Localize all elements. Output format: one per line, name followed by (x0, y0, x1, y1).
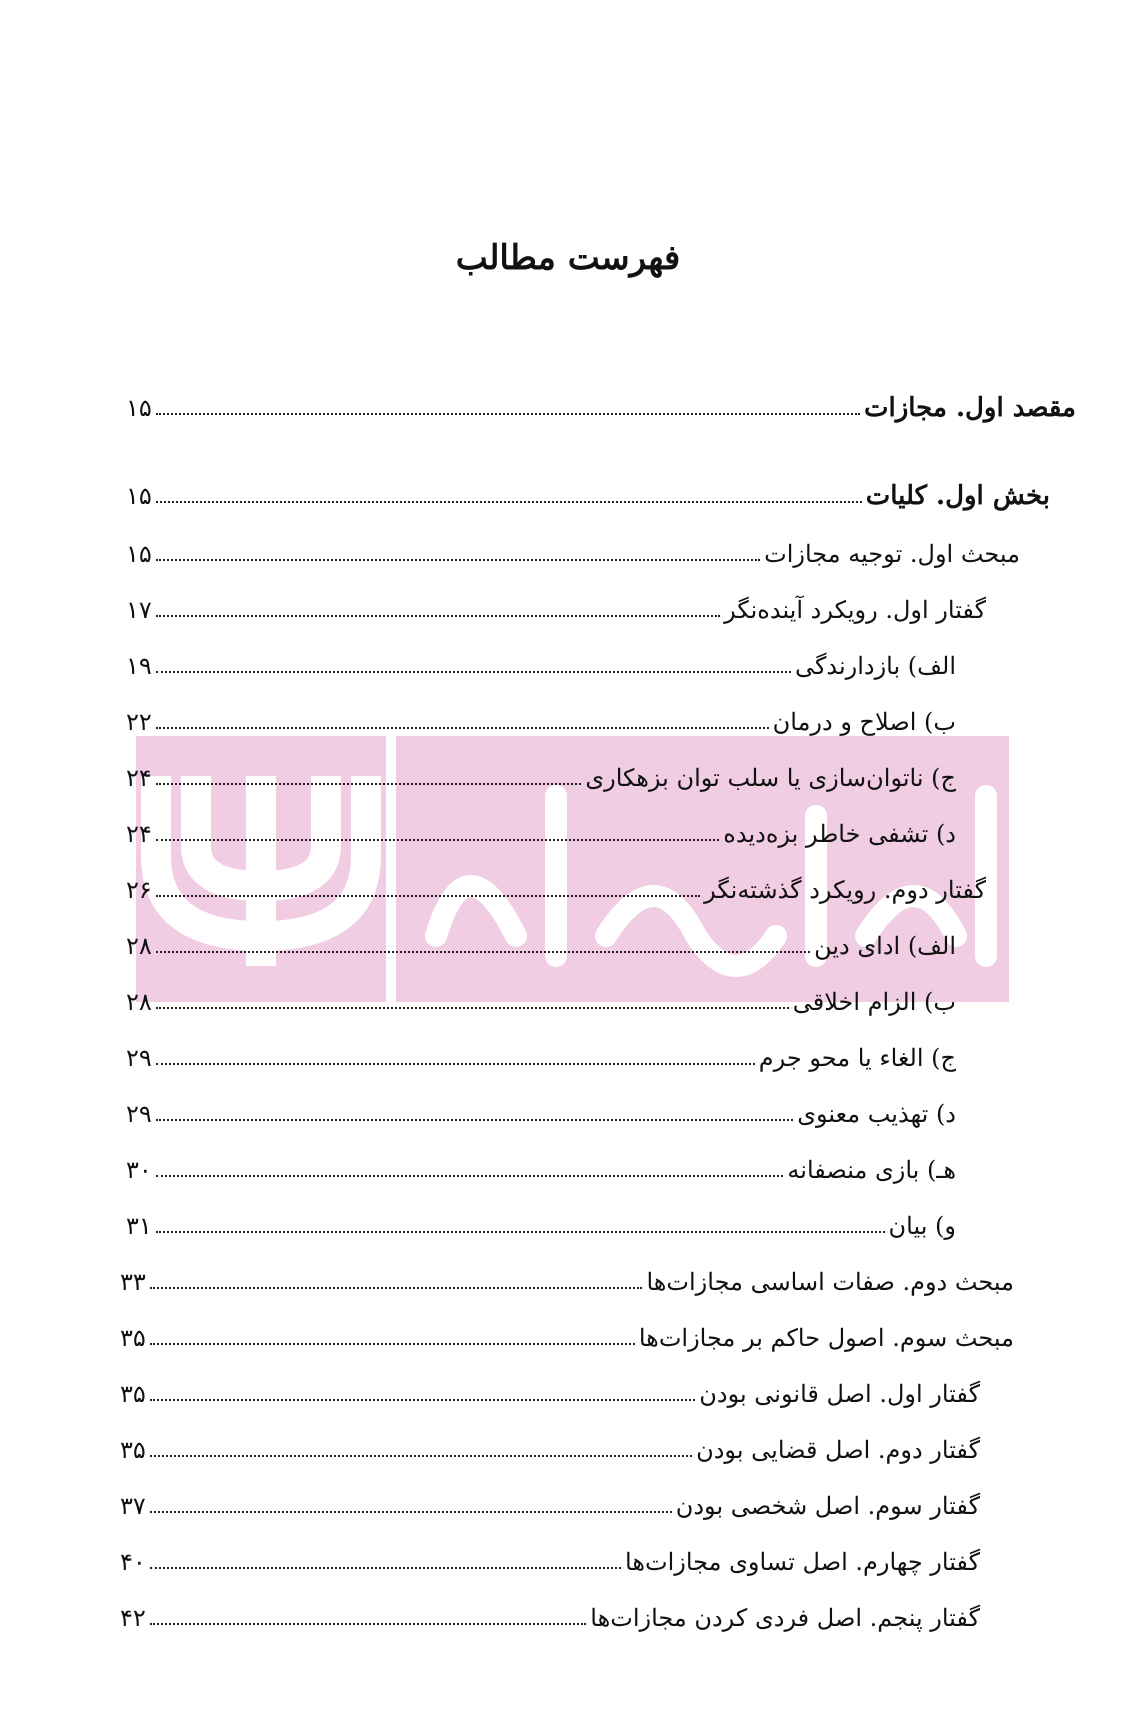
toc-entry-page: ۲۲ (126, 708, 152, 736)
toc-dot-leader (150, 1511, 672, 1513)
toc-dot-leader (150, 1623, 586, 1625)
toc-dot-leader (156, 615, 720, 617)
toc-entry[interactable] (120, 1542, 980, 1582)
toc-entry-page: ۲۶ (126, 876, 152, 904)
toc-dot-leader (156, 895, 700, 897)
toc-entry[interactable] (120, 1374, 980, 1414)
toc-entry[interactable] (120, 1318, 1014, 1358)
toc-entry[interactable] (126, 476, 1050, 516)
toc-entry[interactable] (126, 646, 956, 686)
toc-entry-page: ۳۳ (120, 1268, 146, 1296)
toc-dot-leader (156, 413, 860, 415)
toc-entry-label: مقصد اول. مجازات (864, 393, 1076, 423)
toc-entry-page: ۳۵ (120, 1380, 146, 1408)
toc-entry[interactable] (126, 534, 1020, 574)
toc-dot-leader (156, 1231, 885, 1233)
toc-entry[interactable] (120, 1598, 980, 1638)
toc-entry-label: ج) الغاء یا محو جرم (758, 1044, 956, 1072)
toc-entry-page: ۱۹ (126, 652, 152, 680)
toc-entry-page: ۲۴ (126, 820, 152, 848)
toc-dot-leader (156, 783, 582, 785)
toc-entry-label: گفتار سوم. اصل شخصی بودن (675, 1492, 980, 1520)
toc-entry[interactable] (126, 388, 1076, 428)
toc-dot-leader (150, 1567, 621, 1569)
toc-entry-label: مبحث سوم. اصول حاکم بر مجازات‌ها (638, 1324, 1014, 1352)
toc-dot-leader (156, 1007, 789, 1009)
page-title: فهرست مطالب (455, 238, 681, 278)
toc-entry-label: هـ) بازی منصفانه (787, 1156, 956, 1184)
toc-entry-page: ۱۷ (126, 596, 152, 624)
toc-dot-leader (156, 951, 810, 953)
toc-entry-label: الف) بازدارندگی (794, 652, 956, 680)
toc-dot-leader (156, 839, 720, 841)
toc-entry[interactable] (126, 926, 956, 966)
toc-dot-leader (156, 1175, 784, 1177)
toc-entry-page: ۳۱ (126, 1212, 152, 1240)
toc-entry[interactable] (126, 1150, 956, 1190)
toc-entry-page: ۱۵ (126, 482, 152, 510)
toc-entry-label: ج) ناتوان‌سازی یا سلب توان بزهکاری (585, 764, 956, 792)
toc-entry[interactable] (126, 1038, 956, 1078)
toc-entry-label: مبحث دوم. صفات اساسی مجازات‌ها (646, 1268, 1014, 1296)
toc-dot-leader (156, 1119, 793, 1121)
toc-entry[interactable] (126, 814, 956, 854)
toc-entry[interactable] (120, 1262, 1014, 1302)
toc-entry-page: ۳۷ (120, 1492, 146, 1520)
toc-entry-label: الف) ادای دین (814, 932, 956, 960)
toc-entry-label: ب) اصلاح و درمان (772, 708, 956, 736)
toc-entry-page: ۳۵ (120, 1436, 146, 1464)
toc-entry-page: ۴۰ (120, 1548, 146, 1576)
toc-entry-page: ۲۸ (126, 988, 152, 1016)
toc-entry-label: گفتار دوم. اصل قضایی بودن (696, 1436, 980, 1464)
toc-entry[interactable] (126, 1094, 956, 1134)
toc-entry-label: و) بیان (888, 1212, 956, 1240)
toc-entry[interactable] (126, 982, 956, 1022)
toc-entry-label: د) تشفی خاطر بزه‌دیده (723, 820, 956, 848)
toc-entry-label: گفتار اول. اصل قانونی بودن (699, 1380, 980, 1408)
toc-entry-page: ۳۵ (120, 1324, 146, 1352)
toc-entry-label: گفتار دوم. رویکرد گذشته‌نگر (704, 876, 986, 904)
toc-dot-leader (156, 727, 769, 729)
toc-entry-label: بخش اول. کلیات (865, 481, 1050, 511)
toc-entry-page: ۲۹ (126, 1100, 152, 1128)
toc-dot-leader (156, 671, 791, 673)
toc-entry-page: ۱۵ (126, 394, 152, 422)
toc-dot-leader (150, 1399, 696, 1401)
toc-entry[interactable] (126, 1206, 956, 1246)
toc-entry-page: ۲۹ (126, 1044, 152, 1072)
toc-entry-label: گفتار چهارم. اصل تساوی مجازات‌ها (625, 1548, 980, 1576)
toc-entry-label: گفتار پنجم. اصل فردی کردن مجازات‌ها (590, 1604, 980, 1632)
toc-entry-page: ۲۴ (126, 764, 152, 792)
toc-entry-label: ب) الزام اخلاقی (792, 988, 956, 1016)
toc-entry[interactable] (126, 758, 956, 798)
toc-entry[interactable] (126, 590, 986, 630)
toc-dot-leader (150, 1455, 692, 1457)
toc-entry-page: ۴۲ (120, 1604, 146, 1632)
toc-entry[interactable] (126, 870, 986, 910)
toc-entry[interactable] (126, 702, 956, 742)
toc-entry-page: ۲۸ (126, 932, 152, 960)
toc-entry[interactable] (120, 1486, 980, 1526)
toc-entry-page: ۳۰ (126, 1156, 152, 1184)
toc-dot-leader (150, 1287, 643, 1289)
toc-dot-leader (156, 1063, 755, 1065)
toc-dot-leader (156, 501, 862, 503)
toc-entry-label: د) تهذیب معنوی (797, 1100, 956, 1128)
toc-dot-leader (150, 1343, 635, 1345)
toc-entry-page: ۱۵ (126, 540, 152, 568)
toc-entry-label: مبحث اول. توجیه مجازات (764, 540, 1020, 568)
toc-entry[interactable] (120, 1430, 980, 1470)
toc-entry-label: گفتار اول. رویکرد آینده‌نگر (724, 596, 986, 624)
toc-dot-leader (156, 559, 760, 561)
